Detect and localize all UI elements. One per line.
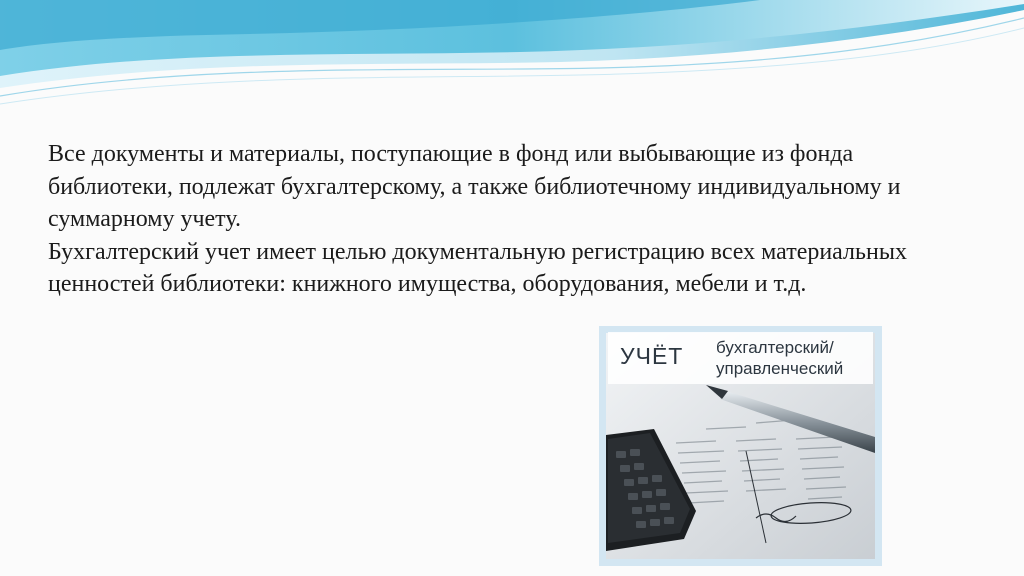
accounting-image-frame [599, 326, 882, 566]
header-wave-decoration [0, 0, 1024, 110]
caption-line-2: управленческий [716, 359, 844, 378]
paragraph-2: Бухгалтерский учет имеет целью документальную регистрацию всех материальных ценностей библиотеки: книжного имущества, оборудования, мебели и т.д. [48, 238, 907, 298]
image-caption [608, 332, 873, 384]
caption-subtitle [716, 337, 843, 379]
slide-body-text [48, 138, 948, 301]
paragraph-1: Все документы и материалы, поступающие в фонд или выбывающие из фонда библиотеки, подлежат бухгалтерскому, а также библиотечному индивидуальному и суммарному учету. [48, 141, 901, 233]
caption-main: УЧЁТ [620, 343, 684, 369]
caption-line-1: бухгалтерский/ [716, 338, 834, 357]
